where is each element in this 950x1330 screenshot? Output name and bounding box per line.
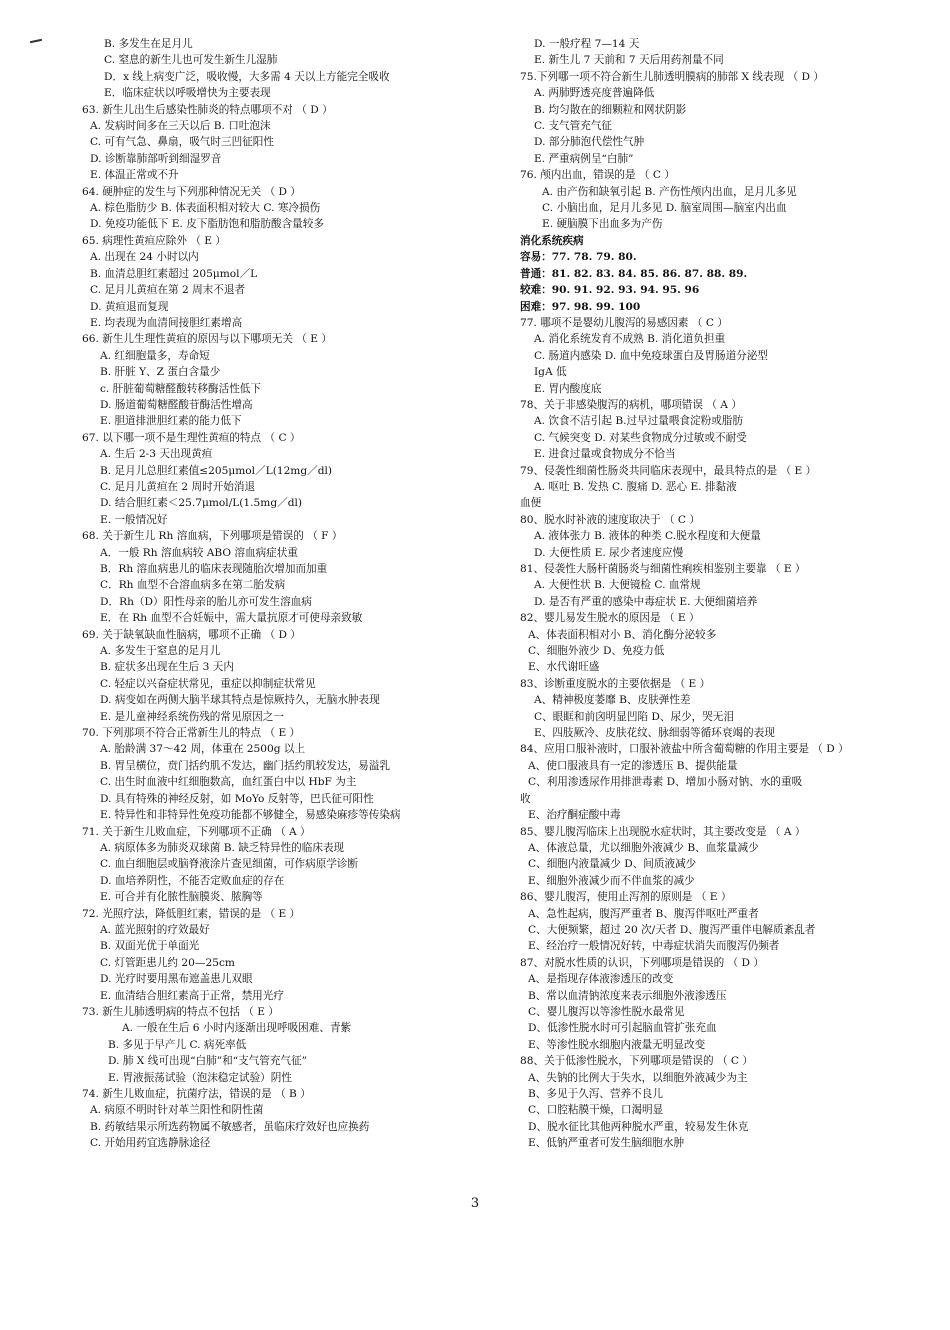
question-line: 66. 新生儿生理性黄疸的原因与以下哪项无关 （ E ）: [82, 333, 332, 346]
text-line: C. 足月儿黄疸在 2 周时开始消退: [100, 480, 256, 493]
text-line: E. 硬脑膜下出血多为产伤: [542, 218, 663, 231]
question-line: 69. 关于缺氧缺血性脑病，哪项不正确 （ D ）: [82, 628, 301, 641]
text-line: E. 进食过量或食物成分不恰当: [534, 448, 676, 461]
right-column: [520, 36, 920, 1152]
text-line: A. 胎龄满 37～42 周，体重在 2500g 以上: [100, 743, 306, 756]
question-line: 78、关于非感染腹泻的病机，哪项错误 （ A ）: [520, 398, 742, 411]
text-line: E. 胃内酸度底: [534, 382, 602, 395]
text-line: E、经治疗一般情况好转，中毒症状消失而腹泻仍频者: [528, 940, 780, 953]
text-line: B. 多发生在足月儿: [104, 38, 193, 50]
text-line: A. 病原体多为肺炎双球菌 B. 缺乏特异性的临床表现: [100, 841, 345, 854]
text-line: B. 胃呈横位，贲门括约肌不发达，幽门括约肌较发达，易溢乳: [100, 759, 390, 772]
text-line: E．在 Rh 血型不合妊娠中，需大量抗原才可使母亲致敏: [100, 612, 363, 625]
text-line: D. 肠道葡萄糖醛酸苷酶活性增高: [100, 398, 253, 411]
text-line: B. 药敏结果示所选药物属不敏感者，虽临床疗效好也应换药: [90, 1120, 370, 1133]
text-line: A. 发病时间多在三天以后 B. 口吐泡沫: [90, 120, 271, 133]
text-line: C．Rh 血型不合溶血病多在第二胎发病: [100, 579, 286, 592]
text-line: E、四肢厥冷、皮肤花纹、脉细弱等循环衰竭的表现: [534, 727, 775, 740]
text-line: D. 一般疗程 7—14 天: [534, 38, 640, 50]
page-number: 3: [470, 1196, 480, 1211]
text-line: D. 免疫功能低下 E. 皮下脂肪饱和脂肪酸含量较多: [90, 218, 324, 231]
question-line: 63. 新生儿出生后感染性肺炎的特点哪项不对 （ D ）: [82, 103, 333, 116]
text-line: A、使口服液具有一定的渗透压 B、提供能量: [528, 759, 738, 772]
text-line: E、治疗酮症酸中毒: [528, 809, 621, 822]
text-line: A、体液总量，尤以细胞外液减少 B、血浆量减少: [528, 841, 759, 854]
text-line: A. 大便性状 B. 大便镜检 C. 血常规: [534, 579, 701, 592]
text-line: A、是指现存体液渗透压的改变: [528, 973, 674, 986]
text-line: E. 是儿童神经系统伤残的常见原因之一: [100, 710, 284, 723]
difficulty-normal: 普通：81. 82. 83. 84. 85. 86. 87. 88. 89.: [520, 267, 748, 280]
text-line: A. 消化系统发育不成熟 B. 消化道负担重: [534, 333, 726, 346]
text-line: B．Rh 溶血病患儿的临床表现随胎次增加而加重: [100, 563, 328, 575]
text-line: C、利用渗透尿作用排泄毒素 D、增加小肠对钠、水的重吸: [528, 776, 803, 789]
text-line: A、体表面积相对小 B、消化酶分泌较多: [528, 628, 717, 641]
text-line: C. 小脑出血，足月儿多见 D. 脑室周围—脑室内出血: [542, 202, 787, 215]
text-line: D. 具有特殊的神经反射，如 MoYo 反射等，巴氏征可阳性: [100, 792, 374, 805]
text-line: C. 足月儿黄疸在第 2 周末不退者: [90, 284, 246, 297]
question-line: 87、对脱水性质的认识，下列哪项是错误的 （ D ）: [520, 956, 764, 969]
text-line: D、脱水征比其他两种脱水严重，较易发生休克: [528, 1120, 749, 1133]
text-line: C、细胞外液少 D、免疫力低: [528, 645, 665, 658]
question-line: 67. 以下哪一项不是生理性黄疸的特点 （ C ）: [82, 431, 301, 444]
difficulty-hard: 困难：97. 98. 99. 100: [520, 300, 641, 313]
text-line: E. 新生儿 7 天前和 7 天后用药剂量不同: [534, 54, 724, 67]
text-line: D、低渗性脱水时可引起脑血管扩张充血: [528, 1022, 717, 1035]
question-line: 70. 下列那项不符合正常新生儿的特点 （ E ）: [82, 727, 301, 740]
text-line: C. 血白细胞层或脑脊液涂片查见细菌，可作病原学诊断: [100, 858, 359, 871]
text-line: A、失钠的比例大于失水，以细胞外液减少为主: [528, 1071, 748, 1084]
text-line: C. 支气管充气征: [534, 120, 613, 133]
text-line: c. 肝脏葡萄糖醛酸转移酶活性低下: [100, 382, 261, 395]
question-line: 74. 新生儿败血症，抗菌疗法，错误的是 （ B ）: [82, 1088, 311, 1100]
question-line: 65. 病理性黄疸应除外 （ E ）: [82, 234, 226, 247]
text-line: C、婴儿腹泻以等渗性脱水最常见: [528, 1005, 685, 1018]
text-line: E. 体温正常或不升: [90, 169, 179, 182]
text-line: A、精神极度萎靡 B、皮肤弹性差: [534, 694, 691, 707]
text-line: E、细胞外液减少而不伴血浆的减少: [528, 874, 695, 887]
text-line: A、急性起病，腹泻严重者 B、腹泻伴呕吐严重者: [528, 907, 759, 920]
text-line: D. 是否有严重的感染中毒症状 E. 大便细菌培养: [534, 595, 758, 608]
question-line: 64. 硬肿症的发生与下列那种情况无关 （ D ）: [82, 185, 301, 198]
text-line: D. 光疗时要用黑布遮盖患儿双眼: [100, 973, 253, 986]
text-line: C. 开始用药宜选静脉途径: [90, 1137, 211, 1150]
scan-mark: [30, 39, 42, 43]
left-column: [82, 36, 462, 1152]
question-line: 83、诊断重度脱水的主要依据是 （ E ）: [520, 677, 711, 690]
text-line: B. 均匀散在的细颗粒和网状阴影: [534, 103, 687, 116]
text-line: E. 胃液振荡试验（泡沫稳定试验）阴性: [108, 1071, 292, 1084]
text-line: C. 出生时血液中红细胞数高，血红蛋白中以 HbF 为主: [100, 776, 357, 789]
text-line: B、多见于久泻、营养不良儿: [528, 1088, 663, 1100]
text-line: A. 棕色脂肪少 B. 体表面积相对较大 C. 寒冷损伤: [90, 202, 321, 215]
text-line: A. 饮食不洁引起 B.过早过量喂食淀粉或脂肪: [534, 415, 743, 428]
difficulty-easy: 容易：77. 78. 79. 80.: [520, 251, 637, 264]
text-line: D. 血培养阴性，不能否定败血症的存在: [100, 874, 285, 887]
text-line: B. 足月儿总胆红素值≤205μmol／L(12mg／dl): [100, 464, 333, 477]
question-line: 86、婴儿腹泻，使用止泻剂的原则是 （ E ）: [520, 891, 732, 904]
question-line: 73. 新生儿肺透明病的特点不包括 （ E ）: [82, 1005, 279, 1018]
text-line: A. 一般在生后 6 小时内逐渐出现呼吸困难、青紫: [122, 1022, 352, 1035]
difficulty-harder: 较难：90. 91. 92. 93. 94. 95. 96: [520, 284, 700, 297]
text-line: A. 生后 2-3 天出现黄疸: [100, 448, 213, 461]
text-line: C. 肠道内感染 D. 血中免疫球蛋白及胃肠道分泌型: [534, 349, 768, 362]
text-line: E．临床症状以呼吸增快为主要表现: [104, 87, 271, 100]
text-line: D. 结合胆红素＜25.7μmol/L(1.5mg／dl): [100, 497, 303, 510]
text-line: C. 可有气急、鼻扇，吸气时三凹征阳性: [90, 136, 274, 149]
text-line: E、水代谢旺盛: [528, 661, 600, 674]
text-line: A. 红细胞量多，寿命短: [100, 349, 210, 362]
text-line: IgA 低: [534, 366, 567, 379]
question-line: 82、婴儿易发生脱水的原因是 （ E ）: [520, 612, 700, 625]
text-line: D．x 线上病变广泛，吸收慢，大多需 4 天以上方能完全吸收: [104, 70, 390, 83]
text-line: C. 灯管距患儿约 20—25cm: [100, 956, 235, 969]
text-line: E、等渗性脱水细胞内液量无明显改变: [528, 1038, 706, 1051]
text-line: E. 均表现为血清间接胆红素增高: [90, 316, 243, 329]
text-line: C、口腔粘膜干燥，口渴明显: [528, 1104, 664, 1117]
text-line: 血便: [520, 497, 542, 510]
section-heading: 消化系统疾病: [520, 234, 584, 247]
question-line: 84、应用口服补液时，口服补液盐中所含葡萄糖的作用主要是 （ D ）: [520, 743, 849, 756]
text-line: A. 出现在 24 小时以内: [90, 251, 199, 264]
text-line: B. 血清总胆红素超过 205μmol／L: [90, 267, 258, 280]
text-line: A. 蓝光照射的疗效最好: [100, 923, 210, 936]
text-line: A. 液体张力 B. 液体的种类 C.脱水程度和大便量: [534, 530, 761, 543]
text-line: B. 症状多出现在生后 3 天内: [100, 661, 234, 674]
text-line: E. 严重病例呈“白肺”: [534, 152, 634, 165]
text-line: E. 胆道排泄胆红素的能力低下: [100, 415, 242, 428]
text-line: C、眼眶和前囟明显凹陷 D、尿少，哭无泪: [534, 710, 735, 723]
text-line: D. 肺 X 线可出现“白肺”和“支气管充气征”: [108, 1055, 308, 1068]
text-line: E、低钠严重者可发生脑细胞水肿: [528, 1137, 685, 1150]
question-line: 77. 哪项不是婴幼儿腹泻的易感因素 （ C ）: [520, 316, 728, 329]
question-line: 85、婴儿腹泻临床上出现脱水症状时，其主要改变是 （ A ）: [520, 825, 806, 838]
text-line: A. 呕吐 B. 发热 C. 腹痛 D. 恶心 E. 排黏液: [534, 480, 737, 493]
text-line: A. 多发生于窒息的足月儿: [100, 645, 221, 658]
text-line: E. 特异性和非特异性免疫功能都不够健全，易感染麻疹等传染病: [100, 809, 401, 822]
question-line: 88、关于低渗性脱水，下列哪项是错误的 （ C ）: [520, 1055, 753, 1068]
text-line: D. 部分肺泡代偿性气肿: [534, 136, 645, 149]
question-line: 71. 关于新生儿败血症，下列哪项不正确 （ A ）: [82, 825, 311, 838]
text-line: A. 两肺野透亮度普遍降低: [534, 87, 655, 100]
question-line: 81、侵袭性大肠杆菌肠炎与细菌性痢疾相鉴别主要靠 （ E ）: [520, 563, 806, 575]
text-line: C、大便频繁，超过 20 次/天者 D、腹泻严重伴电解质紊乱者: [528, 923, 816, 936]
text-line: C. 气候突变 D. 对某些食物成分过敏或不耐受: [534, 431, 747, 444]
text-line: C. 窒息的新生儿也可发生新生儿湿肺: [104, 54, 278, 67]
text-line: 收: [520, 792, 531, 805]
text-line: D. 黄疸退而复现: [90, 300, 169, 313]
text-line: C、细胞内液量减少 D、间质液减少: [528, 858, 697, 871]
text-line: A. 病原不明时针对革兰阳性和阴性菌: [90, 1104, 264, 1117]
text-line: D. 病变如在两侧大脑半球其特点是惊厥持久，无脑水肿表现: [100, 694, 380, 707]
question-line: 76. 颅内出血，错误的是 （ C ）: [520, 169, 675, 182]
text-line: B. 多见于早产儿 C. 病死率低: [108, 1038, 247, 1051]
text-line: E. 血清结合胆红素高于正常，禁用光疗: [100, 989, 284, 1002]
text-line: D．Rh（D）阳性母亲的胎儿亦可发生溶血病: [100, 595, 312, 608]
text-line: B、常以血清钠浓度来表示细胞外液渗透压: [528, 989, 727, 1002]
question-line: 80、脱水时补液的速度取决于 （ C ）: [520, 513, 700, 526]
text-line: A. 由产伤和缺氧引起 B. 产伤性颅内出血，足月儿多见: [542, 185, 797, 198]
text-line: E. 一般情况好: [100, 513, 168, 526]
question-line: 79、侵袭性细菌性肠炎共同临床表现中，最具特点的是 （ E ）: [520, 464, 817, 477]
text-line: C. 轻症以兴奋症状常见，重症以抑制症状常见: [100, 677, 316, 690]
question-line: 75.下列哪一项不符合新生儿肺透明膜病的肺部 X 线表现 （ D ）: [520, 70, 824, 83]
text-line: D. 大便性质 E. 尿少者速度应慢: [534, 546, 684, 559]
text-line: B. 双面光优于单面光: [100, 940, 200, 953]
text-line: B. 肝脏 Y、Z 蛋白含量少: [100, 366, 221, 379]
question-line: 72. 光照疗法，降低胆红素，错误的是 （ E ）: [82, 907, 301, 920]
text-line: A．一般 Rh 溶血病较 ABO 溶血病症状重: [100, 546, 298, 559]
text-line: E. 可合并有化脓性脑膜炎、脓胸等: [100, 891, 263, 904]
question-line: 68. 关于新生儿 Rh 溶血病，下列哪项是错误的 （ F ）: [82, 530, 343, 543]
text-line: D. 诊断靠肺部听到细湿罗音: [90, 152, 222, 165]
